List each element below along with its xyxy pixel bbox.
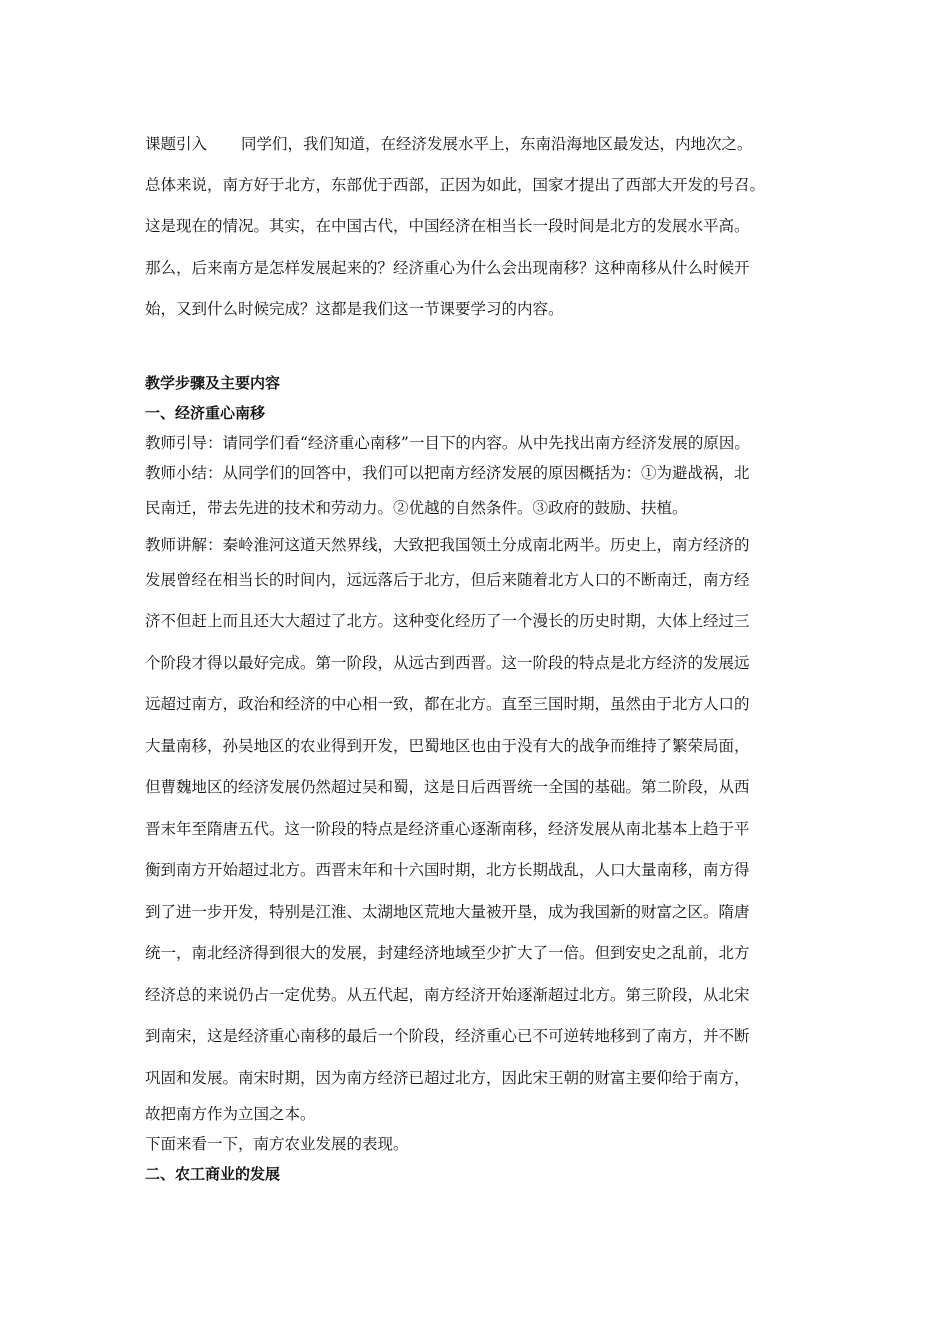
- transition-text: 下面来看一下，南方农业发展的表现。: [145, 1135, 409, 1154]
- lecture-line: 故把南方作为立国之本。: [145, 1105, 316, 1124]
- lecture-line: 巩固和发展。南宋时期，因为南方经济已超过北方，因此宋王朝的财富主要仰给于南方，: [145, 1068, 750, 1087]
- lecture-line: 统一，南北经济得到很大的发展，封建经济地域至少扩大了一倍。但到安史之乱前，北方: [145, 944, 750, 963]
- lecture-line: 经济总的来说仍占一定优势。从五代起，南方经济开始逐渐超过北方。第三阶段，从北宋: [145, 985, 750, 1004]
- teacher-guide: 教师引导：请同学们看“经济重心南移”一目下的内容。从中先找出南方经济发展的原因。: [145, 434, 750, 453]
- teacher-lecture-line-1: 教师讲解：秦岭淮河这道天然界线，大致把我国领土分成南北两半。历史上，南方经济的: [145, 535, 750, 554]
- intro-line-3: 这是现在的情况。其实，在中国古代，中国经济在相当长一段时间是北方的发展水平高。: [145, 217, 750, 236]
- lecture-line: 到南宋，这是经济重心南移的最后一个阶段，经济重心已不可逆转地移到了南方，并不断: [145, 1027, 750, 1046]
- section-2-heading: 二、农工商业的发展: [145, 1165, 281, 1184]
- lecture-line: 晋末年至隋唐五代。这一阶段的特点是经济重心逐渐南移，经济发展从南北基本上趋于平: [145, 819, 750, 838]
- steps-heading: 教学步骤及主要内容: [145, 374, 281, 393]
- section-1-heading: 一、经济重心南移: [145, 404, 266, 423]
- intro-label: 课题引入: [145, 135, 208, 153]
- lecture-line: 但曹魏地区的经济发展仍然超过吴和蜀，这是日后西晋统一全国的基础。第二阶段，从西: [145, 778, 750, 797]
- lecture-line: 发展曾经在相当长的时间内，远远落后于北方，但后来随着北方人口的不断南迁，南方经: [145, 570, 750, 589]
- spacer: [145, 330, 810, 368]
- teacher-summary-line-2: 民南迁，带去先进的技术和劳动力。②优越的自然条件。③政府的鼓励、扶植。: [145, 499, 688, 518]
- lecture-line: 远超过南方，政治和经济的中心相一致，都在北方。直至三国时期，虽然由于北方人口的: [145, 695, 750, 714]
- lecture-line: 衡到南方开始超过北方。西晋末年和十六国时期，北方长期战乱，人口大量南移，南方得: [145, 861, 750, 880]
- document-body: [145, 124, 810, 1189]
- lecture-line: 到了进一步开发，特别是江淮、太湖地区荒地大量被开垦，成为我国新的财富之区。隋唐: [145, 902, 750, 921]
- lecture-line: 大量南移，孙吴地区的农业得到开发，巴蜀地区也由于没有大的战争而维持了繁荣局面，: [145, 736, 750, 755]
- intro-line-2: 总体来说，南方好于北方，东部优于西部，正因为如此，国家才提出了西部大开发的号召。: [145, 176, 766, 195]
- intro-line-1: [145, 124, 810, 165]
- intro-line-5: 始，又到什么时候完成？这都是我们这一节课要学习的内容。: [145, 299, 564, 318]
- teacher-lecture: [145, 560, 810, 1130]
- intro-block: [145, 124, 810, 330]
- teacher-summary-line-1: 教师小结：从同学们的回答中，我们可以把南方经济发展的原因概括为：①为避战祸，北: [145, 464, 750, 483]
- intro-line-4: 那么，后来南方是怎样发展起来的？经济重心为什么会出现南移？这种南移从什么时候开: [145, 258, 750, 277]
- lecture-line: 济不但赶上而且还大大超过了北方。这种变化经历了一个漫长的历史时期，大体上经过三: [145, 612, 750, 631]
- intro-text: 同学们，我们知道，在经济发展水平上，东南沿海地区最发达，内地次之。: [241, 135, 753, 153]
- lecture-line: 个阶段才得以最好完成。第一阶段，从远古到西晋。这一阶段的特点是北方经济的发展远: [145, 653, 750, 672]
